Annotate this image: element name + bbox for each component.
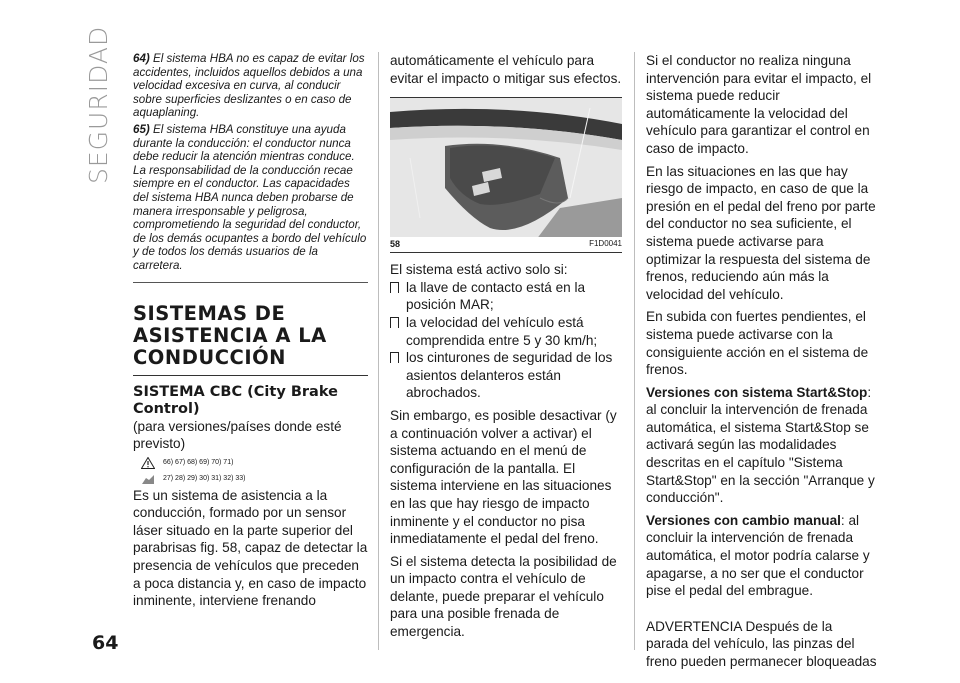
figure-code: F1D0041 [589,239,622,249]
intervention-paragraph: Si el conductor no realiza ninguna intervención para evitar el impacto, el sistema puede reducir automáticamente la velocidad del vehículo para garantizar el control en caso de impacto. [646,53,872,156]
section-side-title: SEGURIDAD [84,25,113,184]
column-1 [133,52,368,610]
note-65: 65) El sistema HBA constituye una ayuda durante la conducción: el conductor nunca debe reducir la atención mientras conduce. La responsabilidad de la conducción recae siempre en el conductor. Las capacidades del sistema HBA nunca deben probarse de manera irresponsable y peligrosa, comprometiendo la seguridad del conductor, de los demás ocupantes a bordo del vehículo y de todos los demás usuarios de la carretera. [133,122,367,272]
startstop-paragraph: Versiones con sistema Start&Stop: al concluir la intervención de frenada automática, el sistema Start&Stop se activará según las modalidades descritas en el capítulo "Sistema Start&Stop" en la sección "Arranque y conducción". [646,384,875,506]
figure-58-laser-sensor-image [390,97,622,237]
cbc-description: Es un sistema de asistencia a la conducción, formado por un sensor láser situado en la parte superior del parabrisas fig. 58, capaz de detectar la presencia de vehículos que preceden a poca distancia y, en caso de impacto inminente, interviene frenando [133,487,368,609]
emergency-prep-paragraph: Si el sistema detecta la posibilidad de un impacto contra el vehículo de delante, puede preparar el vehículo para una posible frenada de emergencia. [390,553,617,640]
attention-hand-icon [141,473,155,485]
subsection-heading: SISTEMA CBC (City Brake Control) [133,383,338,417]
bullet-marker-icon [390,352,399,363]
pressure-paragraph: En las situaciones en las que hay riesgo de impacto, en caso de que la presión en el pedal del freno por parte del conductor no sea suficiente, el sistema puede activarse para optimizar la respuesta del sistema de frenos, reduciendo aún más la velocidad del vehículo. [646,163,876,302]
availability-note: (para versiones/países donde esté previsto) [133,418,342,452]
list-item: la llave de contacto está en la posición MAR; [390,279,622,314]
deactivation-paragraph: Sin embargo, es posible desactivar (y a continuación volver a activar) el sistema actuando en el menú de configuración de la pantalla. El sistema interviene en las situaciones en las que hay riesgo de impacto inminente y el conductor no pisa inmediatamente el pedal del freno. [390,407,617,547]
attention-refs: 27) 28) 29) 30) 31) 32) 33) [141,473,368,485]
slope-paragraph: En subida con fuertes pendientes, el sistema puede activarse con la consiguiente acción en el sistema de frenos. [646,309,869,378]
page-number: 64 [92,632,119,654]
windshield-sensor-illustration [390,98,622,237]
column-divider [634,52,635,650]
column-2 [390,52,622,641]
figure-number: 58 [390,239,401,250]
column-divider [378,52,379,650]
continued-text: automáticamente el vehículo para evitar el impacto o mitigar sus efectos. [390,53,622,86]
manual-gearbox-paragraph: Versiones con cambio manual: al concluir la intervención de frenada automática, el motor podría calarse y apagarse, a no ser que el conductor pise el pedal del embrague. [646,512,870,599]
notes-box [133,52,368,283]
column-3 [646,52,878,671]
list-item: la velocidad del vehículo está comprendida entre 5 y 30 km/h; [390,314,622,349]
warning-paragraph: ADVERTENCIA Después de la parada del vehículo, las pinzas del freno pueden permanecer bloqueadas [646,618,877,669]
warning-refs: 66) 67) 68) 69) 70) 71) [141,457,368,469]
section-heading: SISTEMAS DE ASISTENCIA A LA CONDUCCIÓN [133,303,368,376]
note-64: 64) El sistema HBA no es capaz de evitar los accidentes, incluidos aquellos debidos a una velocidad excesiva en curva, al conducir sobre superficies deslizantes o en caso de aquaplaning. [133,52,365,120]
warning-triangle-icon [141,457,155,469]
list-item: los cinturones de seguridad de los asientos delanteros están abrochados. [390,349,622,402]
bullet-marker-icon [390,317,399,328]
figure-caption [390,237,622,253]
bullet-marker-icon [390,282,399,293]
active-condition-intro: El sistema está activo solo si: [390,262,568,278]
